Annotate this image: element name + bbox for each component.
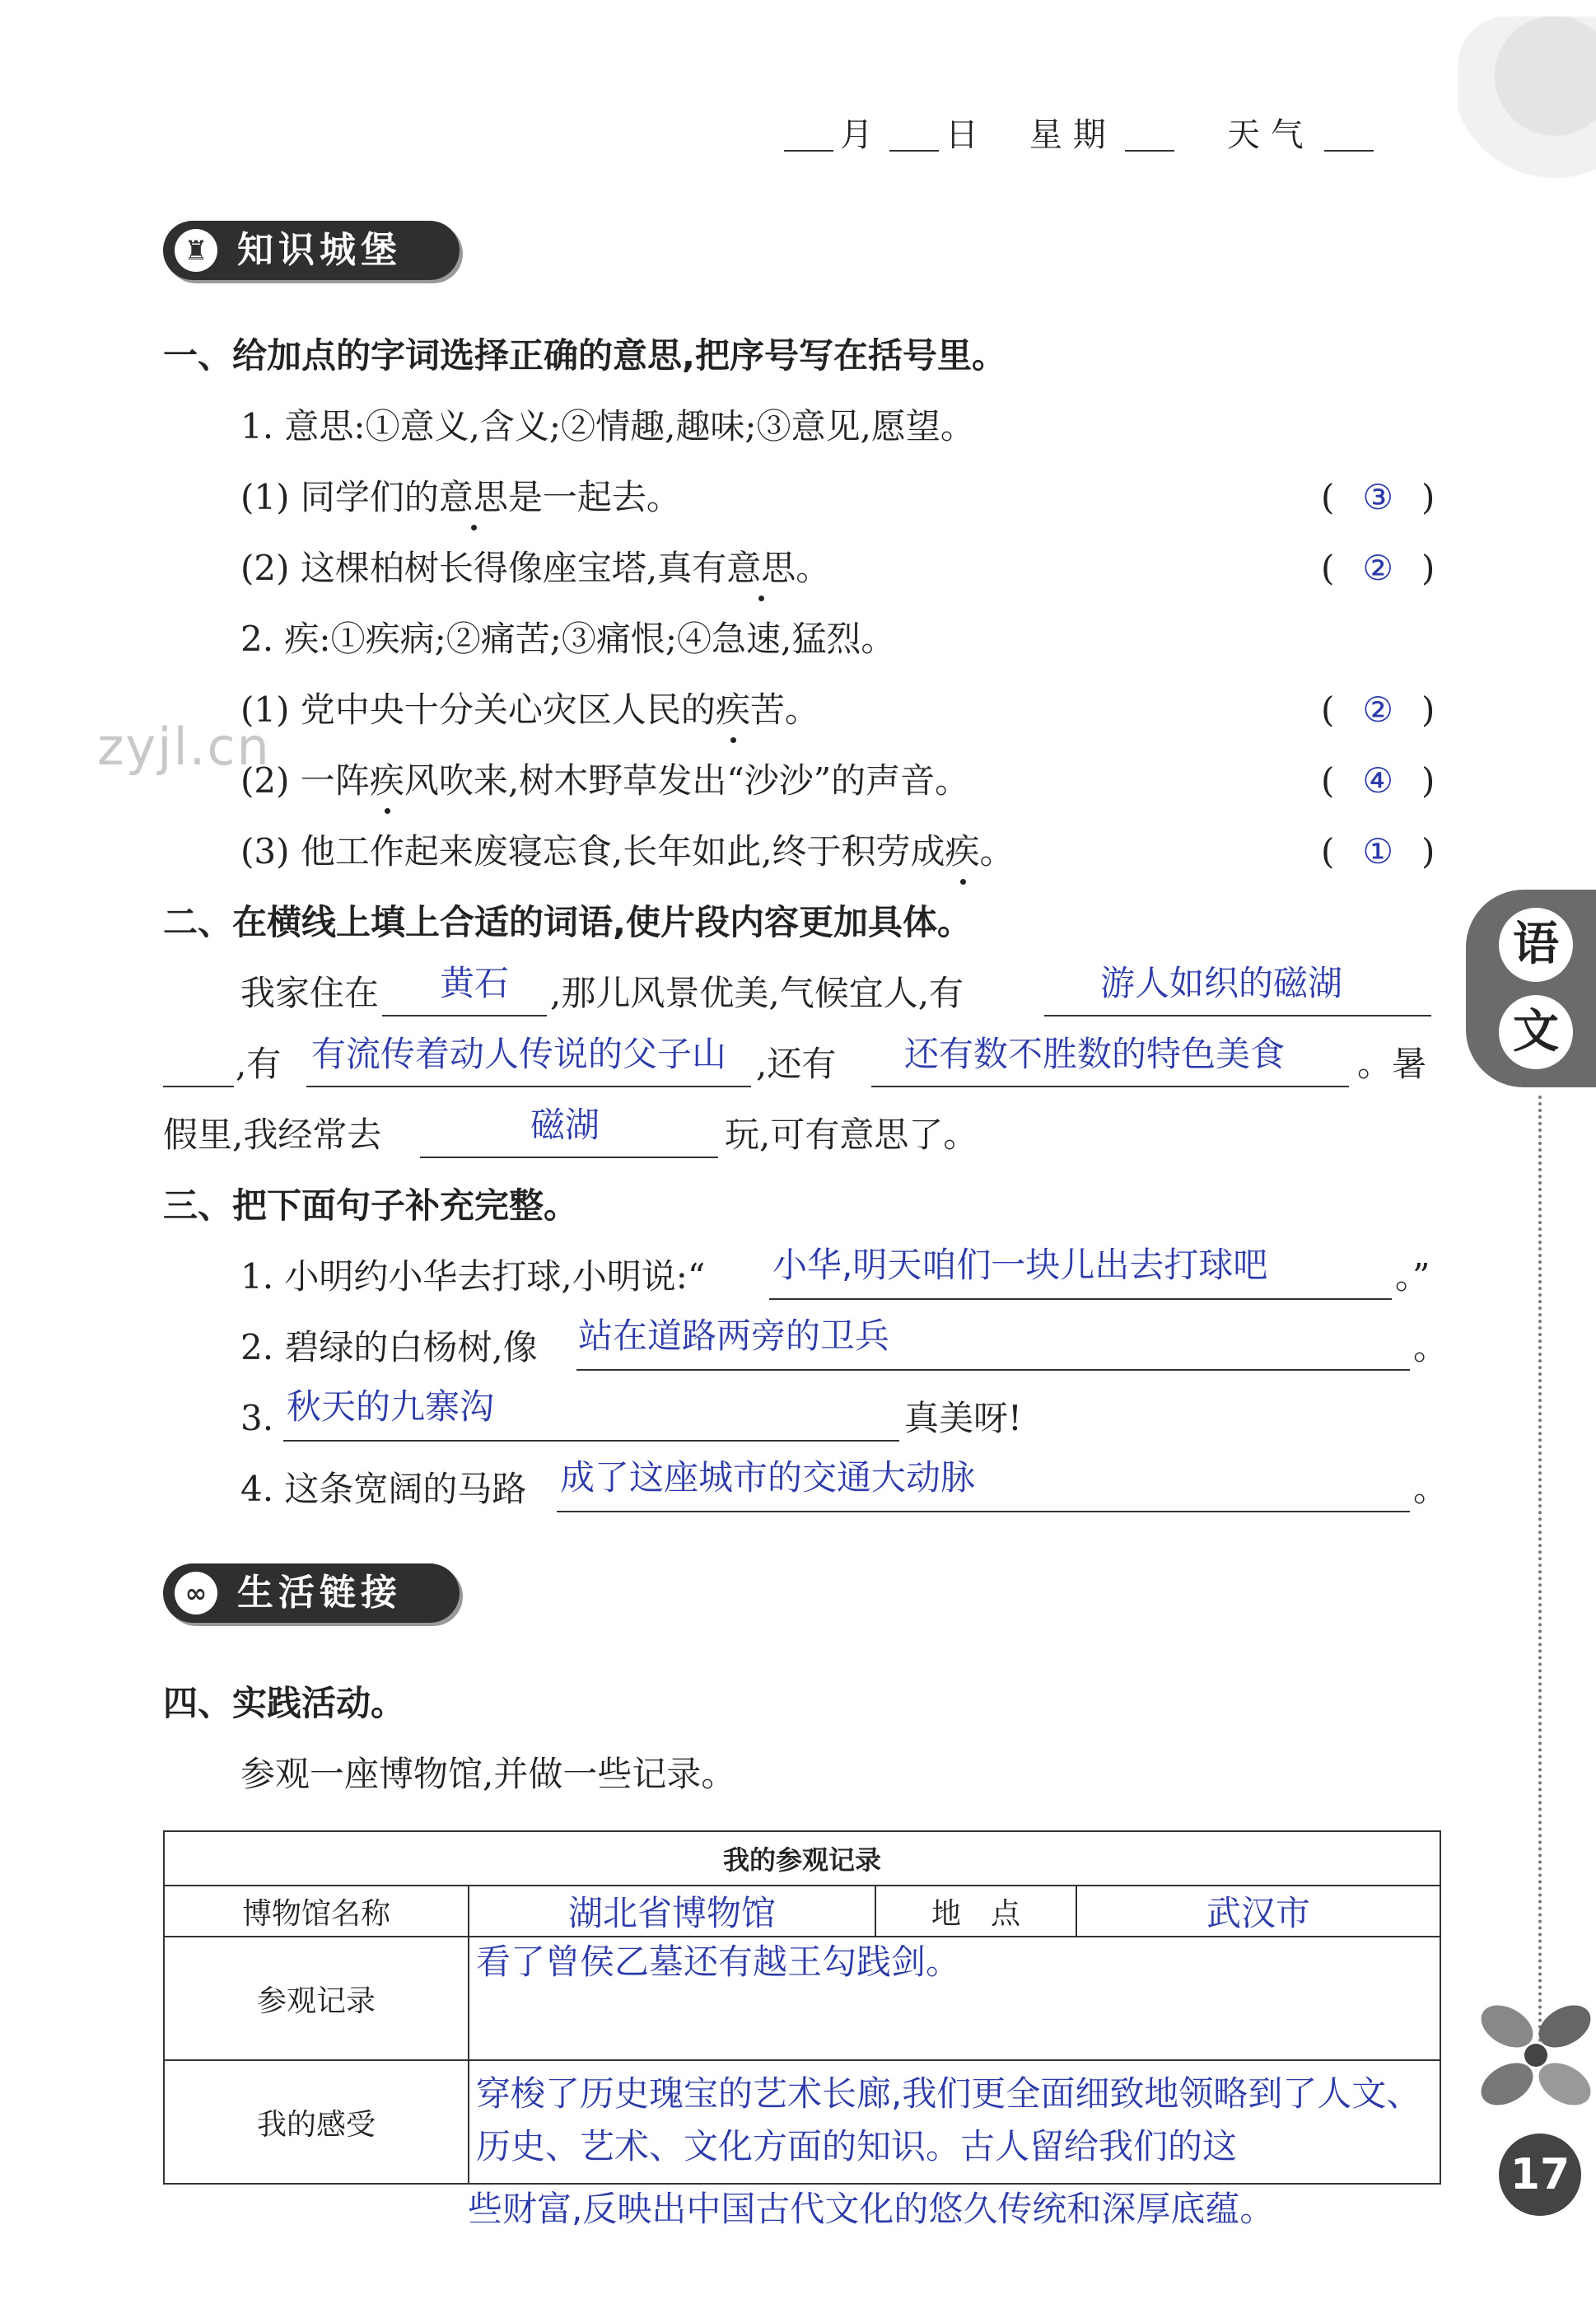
- q4-title: 四、实践活动。: [163, 1683, 406, 1723]
- banner-life-label: 生活链接: [237, 1572, 402, 1614]
- q2-answer-2: 游人如织的磁湖: [1100, 963, 1343, 1003]
- q2-text-6: 假里,我经常去: [163, 1115, 382, 1155]
- banner-castle-label: 知识城堡: [237, 229, 402, 271]
- visit-record-table: [163, 1830, 1441, 2185]
- corner-decoration: [1458, 16, 1596, 214]
- subject-char-2: 文: [1499, 995, 1573, 1069]
- answer-line: [769, 1298, 1392, 1300]
- q3-answer-4: 成了这座城市的交通大动脉: [560, 1457, 976, 1498]
- side-dotted-line: [1538, 1096, 1542, 2043]
- q3-s3-prefix: 3.: [240, 1398, 274, 1438]
- answer-bracket: ( ④ ): [1321, 760, 1435, 801]
- answer-value: ①: [1362, 831, 1394, 872]
- section-banner-life: [163, 1563, 460, 1623]
- header-weather: 天 气: [1227, 116, 1304, 154]
- q1-title: 一、给加点的字词选择正确的意思,把序号写在括号里。: [163, 335, 1006, 376]
- q2-text-2: ,那儿风景优美,气候宜人,有: [550, 973, 964, 1013]
- month-blank: [784, 150, 833, 152]
- answer-line: [576, 1369, 1410, 1371]
- header-weekday: 星 期: [1029, 116, 1106, 154]
- answer-value: ④: [1362, 760, 1394, 801]
- q2-text-3: ,有: [236, 1044, 282, 1084]
- q2-answer-5: 磁湖: [530, 1105, 600, 1145]
- subject-tab: [1466, 890, 1596, 1087]
- q2-text-1: 我家住在: [240, 973, 380, 1013]
- q1-item1-stem: 1. 意思:①意义,含义;②情趣,趣味;③意见,愿望。: [240, 406, 975, 446]
- q3-s1-prefix: 1. 小明约小华去打球,小明说:“: [240, 1256, 706, 1297]
- answer-line: [283, 1440, 899, 1442]
- castle-icon: ♜: [175, 229, 217, 272]
- flower-icon: [1474, 1993, 1596, 2133]
- answer-line: [871, 1086, 1349, 1087]
- subject-char-1: 语: [1499, 908, 1573, 982]
- q2-title: 二、在横线上填上合适的词语,使片段内容更加具体。: [163, 902, 972, 942]
- feeling-value: 穿梭了历史瑰宝的艺术长廊,我们更全面细致地领略到了人文、历史、艺术、文化方面的知识。古人留给我们的这: [469, 2060, 1440, 2184]
- answer-line: [163, 1086, 234, 1087]
- watermark: zyjl.cn: [97, 717, 271, 777]
- q1-item2-s2: (2) 一阵疾风吹来,树木野草发出“沙沙”的声音。: [240, 758, 969, 804]
- q2-answer-1: 黄石: [440, 963, 510, 1003]
- q2-text-5: 。暑: [1357, 1044, 1427, 1084]
- answer-bracket: ( ① ): [1321, 831, 1435, 872]
- q3-title: 三、把下面句子补充完整。: [163, 1185, 579, 1226]
- page-number: 17: [1499, 2133, 1581, 2216]
- answer-bracket: ( ② ): [1321, 689, 1435, 730]
- answer-value: ②: [1362, 689, 1394, 730]
- answer-bracket: ( ② ): [1321, 548, 1435, 588]
- q3-s2-suffix: 。: [1413, 1327, 1449, 1367]
- q3-answer-3: 秋天的九寨沟: [287, 1386, 495, 1427]
- q3-s3-suffix: 真美呀!: [904, 1398, 1022, 1438]
- weather-blank: [1324, 150, 1374, 152]
- weekday-blank: [1125, 150, 1174, 152]
- museum-name-label: 博物馆名称: [164, 1886, 469, 1937]
- answer-value: ③: [1362, 477, 1394, 517]
- location-label: 地 点: [875, 1886, 1076, 1937]
- q1-item2-stem: 2. 疾:①疾病;②痛苦;③痛恨;④急速,猛烈。: [240, 619, 896, 659]
- q3-answer-1: 小华,明天咱们一块儿出去打球吧: [772, 1245, 1268, 1285]
- header-month: 月: [840, 116, 873, 154]
- section-banner-castle: [163, 221, 460, 280]
- answer-line: [306, 1086, 751, 1087]
- q3-s4-prefix: 4. 这条宽阔的马路: [240, 1469, 527, 1509]
- q2-text-7: 玩,可有意思了。: [725, 1115, 978, 1155]
- q1-item1-s2: (2) 这棵柏树长得像座宝塔,真有意思。: [240, 545, 830, 591]
- record-value: 看了曾侯乙墓还有越王勾践剑。: [469, 1937, 1440, 2060]
- answer-line: [382, 1015, 547, 1016]
- q3-answer-2: 站在道路两旁的卫兵: [578, 1316, 890, 1356]
- museum-name-value: 湖北省博物馆: [469, 1886, 875, 1937]
- q3-s4-suffix: 。: [1413, 1469, 1449, 1509]
- link-icon: ∞: [175, 1572, 217, 1615]
- q1-item2-s3: (3) 他工作起来废寝忘食,长年如此,终于积劳成疾。: [240, 829, 1015, 875]
- answer-line: [557, 1511, 1410, 1512]
- q2-text-4: ,还有: [756, 1044, 837, 1084]
- q3-s1-suffix: 。”: [1395, 1256, 1430, 1297]
- feeling-label: 我的感受: [164, 2060, 469, 2184]
- header-day: 日: [945, 116, 978, 154]
- answer-line: [1044, 1015, 1431, 1016]
- answer-line: [420, 1157, 718, 1158]
- q1-item1-s1: (1) 同学们的意思是一起去。: [240, 474, 681, 521]
- q2-answer-3: 有流传着动人传说的父子山: [311, 1034, 727, 1074]
- answer-bracket: ( ③ ): [1321, 477, 1435, 517]
- day-blank: [889, 150, 939, 152]
- q2-answer-4: 还有数不胜数的特色美食: [904, 1034, 1286, 1074]
- feeling-overflow: 些财富,反映出中国古代文化的悠久传统和深厚底蕴。: [468, 2189, 1275, 2229]
- answer-value: ②: [1362, 548, 1394, 588]
- q1-item2-s1: (1) 党中央十分关心灾区人民的疾苦。: [240, 687, 819, 733]
- q4-intro: 参观一座博物馆,并做一些记录。: [240, 1754, 736, 1794]
- table-title: 我的参观记录: [164, 1831, 1440, 1886]
- record-label: 参观记录: [164, 1937, 469, 2060]
- location-value: 武汉市: [1076, 1886, 1440, 1937]
- q3-s2-prefix: 2. 碧绿的白杨树,像: [240, 1327, 538, 1367]
